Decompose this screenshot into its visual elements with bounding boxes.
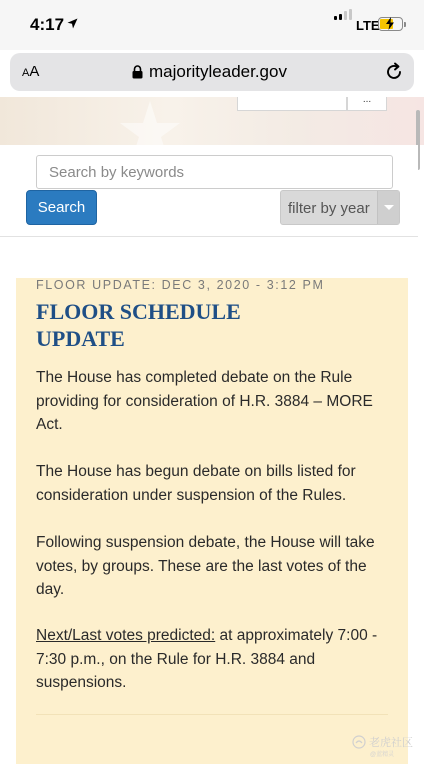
paragraph-votes-predicted: Next/Last votes predicted: at approximately 7:00 - 7:30 p.m., on the Rule for H.R. 3884 and suspensions. (36, 627, 378, 691)
header-search-field[interactable] (237, 97, 347, 111)
address-bar[interactable] (10, 53, 414, 91)
search-button[interactable]: Search (26, 190, 97, 225)
charging-bolt-icon (385, 17, 395, 30)
location-arrow-icon (67, 18, 78, 29)
status-bar (0, 0, 424, 50)
paragraph-suspension-debate: The House has begun debate on bills listed for consideration under suspension of the Rules. (36, 463, 356, 504)
search-area (0, 145, 418, 237)
text-size-button[interactable]: AA (22, 63, 40, 80)
floor-update-card (16, 278, 408, 764)
update-kicker: FLOOR UPDATE: DEC 3, 2020 - 3:12 PM (36, 278, 325, 292)
paragraph-rule-debate: The House has completed debate on the Rule providing for consideration of H.R. 3884 – MORE Act. (36, 369, 373, 433)
header-banner (0, 97, 424, 145)
clock: 4:17 (30, 15, 65, 34)
update-heading[interactable]: FLOOR SCHEDULE UPDATE (36, 299, 241, 351)
star-decoration-icon (120, 101, 180, 145)
lock-icon (132, 65, 143, 79)
chevron-down-icon (377, 191, 399, 224)
header-menu-button[interactable]: ... (347, 97, 387, 111)
url-text[interactable]: majorityleader.gov (149, 62, 287, 81)
network-type: LTE (356, 18, 380, 33)
year-filter-select[interactable] (280, 190, 400, 225)
search-input[interactable] (36, 155, 393, 189)
reload-icon[interactable] (384, 62, 404, 82)
battery-icon (378, 17, 403, 31)
votes-predicted-label: Next/Last votes predicted: (36, 627, 216, 644)
year-filter-label: filter by year (288, 200, 370, 217)
watermark: 老虎社区 @蓝精灵 (352, 734, 413, 750)
tiger-logo-icon (352, 735, 366, 749)
paragraph-votes: Following suspension debate, the House will take votes, by groups. These are the last votes of the day. (36, 534, 375, 598)
divider (36, 714, 388, 715)
